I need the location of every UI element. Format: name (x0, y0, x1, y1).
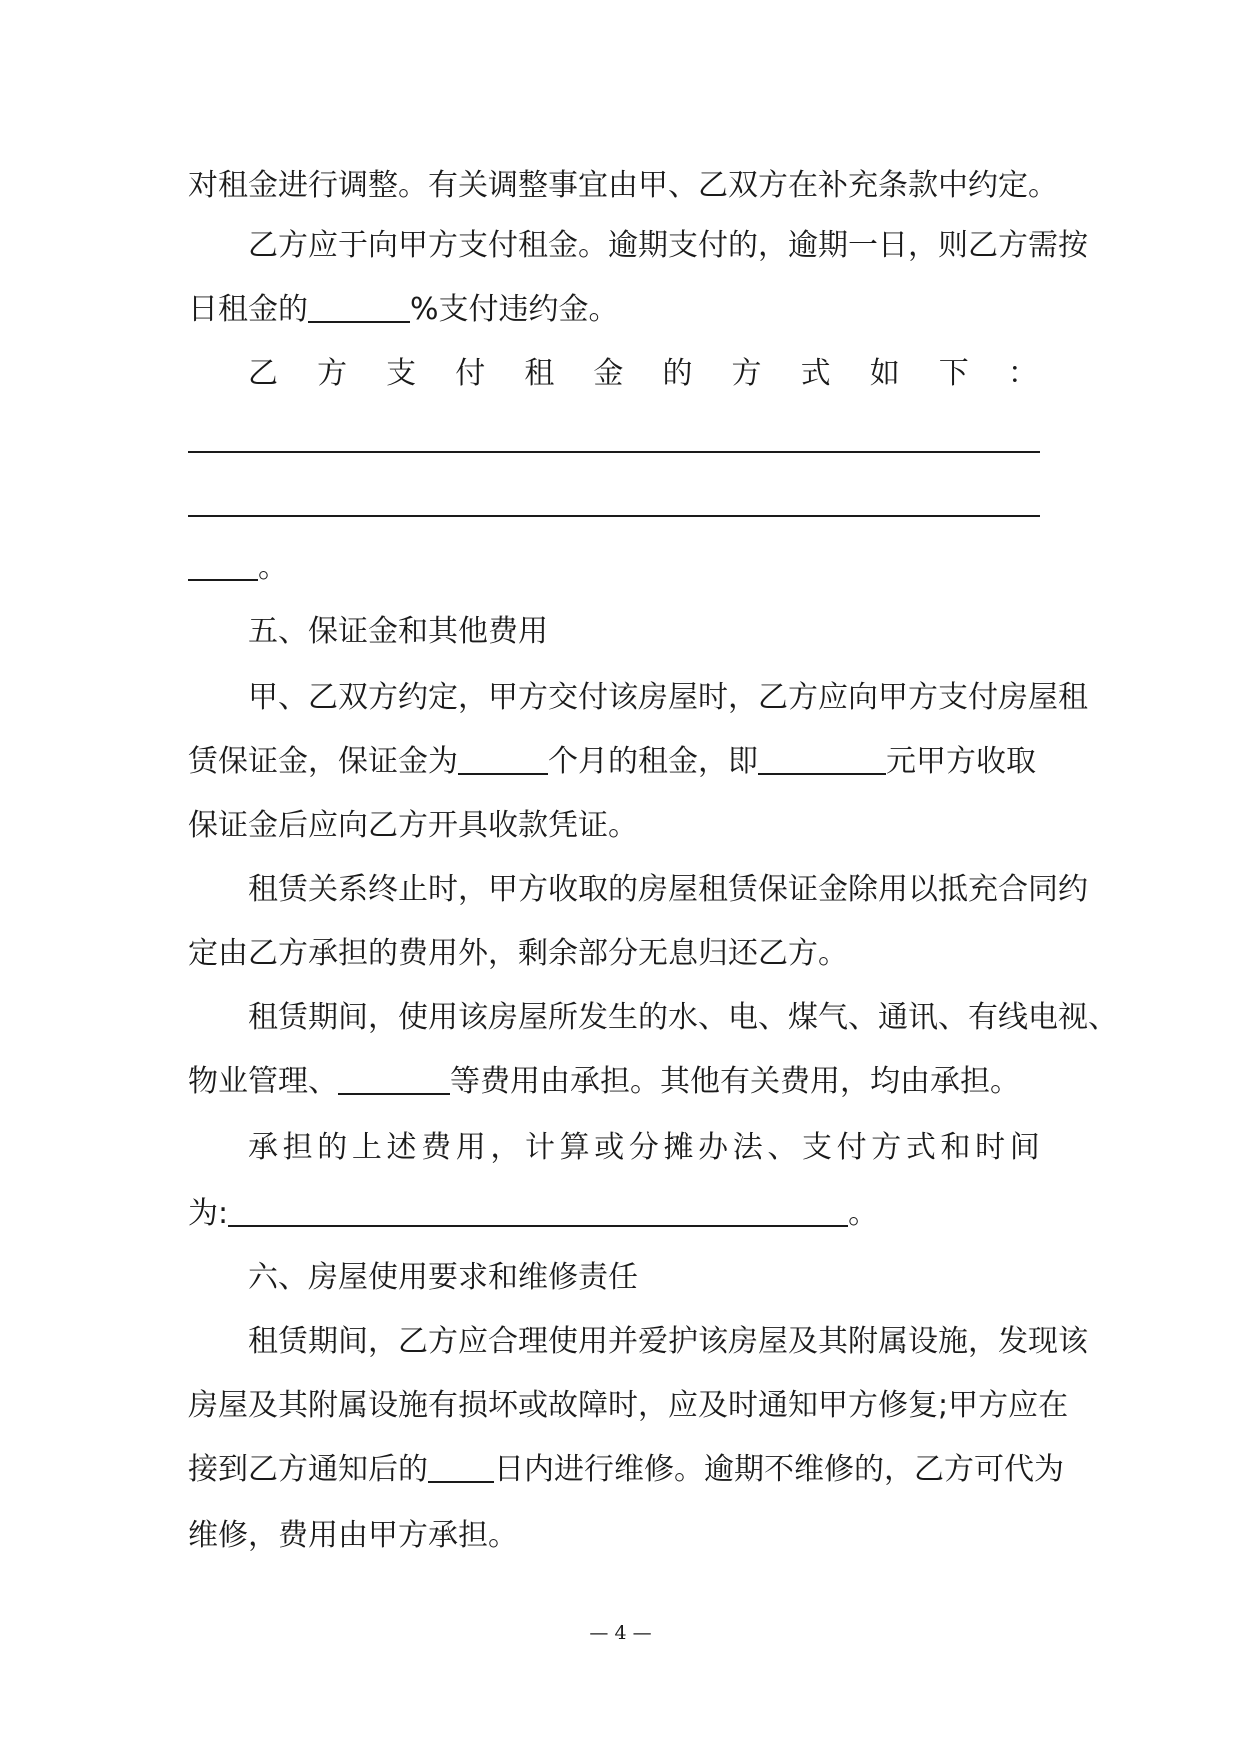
char: 算 (559, 1130, 590, 1165)
blank-line (188, 416, 1040, 464)
blank-underline (188, 485, 1040, 517)
text-line-justified (248, 350, 1038, 398)
char: 支 (386, 356, 417, 391)
blank-underline (758, 743, 886, 775)
text-line: 租赁关系终止时，甲方收取的房屋租赁保证金除用以抵充合同约 (248, 872, 1088, 907)
char: 方 (731, 356, 762, 391)
char: 式 (800, 356, 831, 391)
blank-line (188, 480, 1040, 528)
blank-underline (308, 291, 410, 323)
char: 式 (905, 1130, 936, 1165)
text-line: 定由乙方承担的费用外，剩余部分无息归还乙方。 (188, 936, 848, 971)
text-line (188, 1058, 1020, 1106)
text-segment: 日内进行维修。逾期不维修的，乙方可代为 (494, 1452, 1064, 1487)
char: 乙 (248, 356, 278, 391)
char: 费 (421, 1130, 452, 1165)
char: 金 (593, 356, 624, 391)
char: 付 (455, 356, 486, 391)
text-segment: 为: (188, 1196, 229, 1231)
char: ， (490, 1130, 521, 1165)
char: 摊 (663, 1130, 694, 1165)
text-line: 维修，费用由甲方承担。 (188, 1518, 518, 1553)
text-segment: 日租金的 (188, 292, 308, 327)
section-heading: 六、房屋使用要求和维修责任 (248, 1260, 638, 1295)
char: 或 (594, 1130, 625, 1165)
text-line (188, 738, 1036, 786)
blank-underline (338, 1063, 450, 1095)
char: 计 (525, 1130, 555, 1165)
text-segment: 。 (848, 1196, 879, 1231)
char: 支 (802, 1130, 832, 1165)
text-segment: 赁保证金，保证金为 (188, 744, 458, 779)
text-line (188, 544, 288, 592)
char: 、 (767, 1130, 798, 1165)
text-line (188, 1446, 1064, 1494)
char: 的 (317, 1130, 348, 1165)
char: 担 (282, 1130, 313, 1165)
char: 付 (836, 1130, 867, 1165)
text-segment: %支付违约金。 (410, 292, 619, 327)
char: 租 (524, 356, 555, 391)
text-segment: 个月的租金，即 (548, 744, 758, 779)
char: 用 (455, 1130, 486, 1165)
char: 法 (732, 1130, 763, 1165)
text-line-justified (248, 1124, 1040, 1172)
char: 的 (662, 356, 693, 391)
char: ： (1007, 356, 1038, 391)
text-segment: 物业管理、 (188, 1064, 338, 1099)
char: 下 (938, 356, 969, 391)
text-segment: 元甲方收取 (886, 744, 1036, 779)
char: 办 (698, 1130, 729, 1165)
text-line (188, 286, 619, 334)
blank-underline (428, 1451, 494, 1483)
char: 间 (1009, 1130, 1040, 1165)
text-line: 租赁期间，乙方应合理使用并爱护该房屋及其附属设施，发现该 (248, 1324, 1088, 1359)
char: 上 (351, 1130, 382, 1165)
char: 时 (975, 1130, 1006, 1165)
char: 方 (317, 356, 348, 391)
char: 分 (628, 1130, 659, 1165)
text-line: 房屋及其附属设施有损坏或故障时，应及时通知甲方修复;甲方应在 (188, 1388, 1069, 1423)
char: 如 (869, 356, 900, 391)
text-line: 甲、乙双方约定，甲方交付该房屋时，乙方应向甲方支付房屋租 (248, 680, 1088, 715)
section-heading: 五、保证金和其他费用 (248, 614, 548, 649)
text-line (188, 1190, 878, 1238)
blank-underline (228, 1195, 848, 1227)
text-line: 保证金后应向乙方开具收款凭证。 (188, 808, 638, 843)
text-line: 对租金进行调整。有关调整事宜由甲、乙双方在补充条款中约定。 (188, 168, 1058, 203)
char: 述 (386, 1130, 417, 1165)
text-line: 租赁期间，使用该房屋所发生的水、电、煤气、通讯、有线电视、 (248, 1000, 1118, 1035)
text-segment: 等费用由承担。其他有关费用，均由承担。 (450, 1064, 1020, 1099)
char: 和 (940, 1130, 971, 1165)
blank-underline (188, 421, 1040, 453)
blank-underline (188, 549, 258, 581)
blank-underline (458, 743, 548, 775)
text-segment: 。 (258, 550, 288, 585)
text-segment: 接到乙方通知后的 (188, 1452, 428, 1487)
text-line: 乙方应于向甲方支付租金。逾期支付的，逾期一日，则乙方需按 (248, 228, 1088, 263)
char: 承 (248, 1130, 278, 1165)
page-number: — 4 — (589, 1622, 652, 1644)
char: 方 (871, 1130, 902, 1165)
